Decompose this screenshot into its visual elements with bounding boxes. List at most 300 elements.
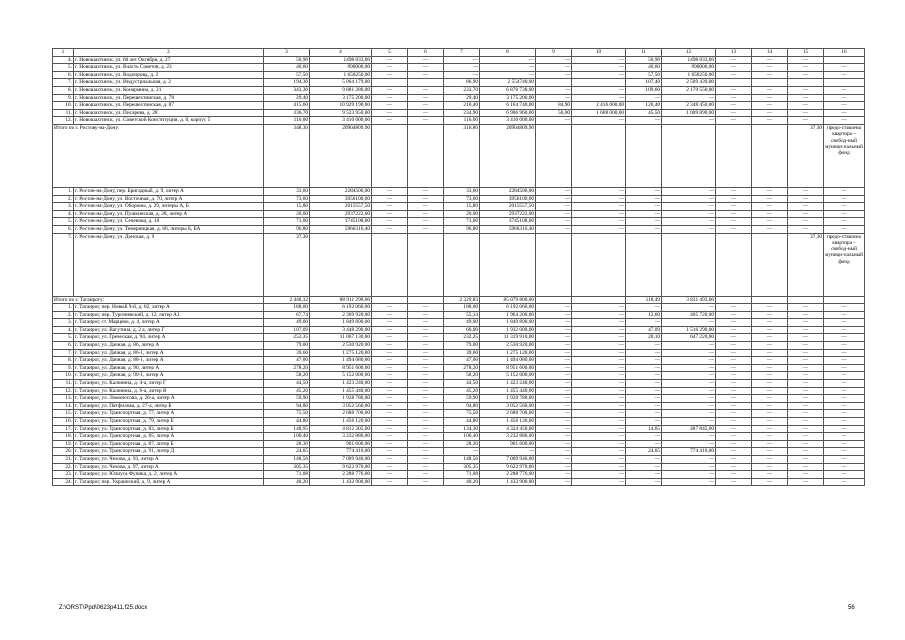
table-cell: — (408, 463, 444, 471)
table-cell: — (372, 349, 408, 357)
table-cell: — (480, 448, 536, 456)
table-cell: — (626, 195, 662, 203)
table-cell: 1 275 120,00 (310, 349, 372, 357)
table-cell: 990000,00 (310, 64, 372, 72)
table-cell: — (716, 402, 752, 410)
table-cell: 79,00 (444, 342, 480, 350)
table-cell: — (372, 478, 408, 486)
table-cell: — (626, 304, 662, 312)
table-cell: 12. (53, 387, 74, 395)
total-label: Итого по г. Таганрогу: (53, 296, 264, 304)
table-cell: 8. (53, 86, 74, 94)
table-cell: — (788, 471, 824, 479)
table-cell: — (626, 342, 662, 350)
table-cell: 2 688 700,00 (480, 410, 536, 418)
table-cell: — (752, 195, 788, 203)
table-cell: — (408, 372, 444, 380)
table-cell: — (824, 395, 865, 403)
table-cell: 234,90 (444, 109, 480, 117)
table-cell: — (626, 478, 662, 486)
table-cell: — (662, 349, 716, 357)
table-cell: 8. (53, 357, 74, 365)
table-cell: — (536, 357, 572, 365)
table-cell: 1 964 200,00 (480, 311, 536, 319)
table-cell: — (662, 380, 716, 388)
table-cell: — (662, 395, 716, 403)
table-cell: г. Новошахтинск, ул. Власть Советов, д. 23 (74, 64, 264, 72)
table-cell: — (788, 195, 824, 203)
table-cell: — (408, 471, 444, 479)
table-cell: — (662, 225, 716, 233)
table-cell (824, 79, 865, 87)
table-cell: — (824, 349, 865, 357)
total-sum: 20904809,90 (310, 124, 372, 187)
table-cell: — (572, 342, 626, 350)
table-cell: — (788, 71, 824, 79)
table-cell: 7. (53, 349, 74, 357)
table-cell: — (788, 56, 824, 64)
table-cell: — (408, 94, 444, 102)
table-cell: 37,30 (788, 233, 824, 296)
table-cell: — (572, 418, 626, 426)
table-cell: — (536, 56, 572, 64)
table-cell: 2 688 700,00 (310, 410, 372, 418)
table-cell: 1 849 890,00 (480, 319, 536, 327)
table-cell: — (408, 86, 444, 94)
table-cell: — (372, 334, 408, 342)
table-cell: — (572, 357, 626, 365)
table-cell: 1 456 120,00 (480, 418, 536, 426)
column-number-cell: 10 (572, 49, 626, 57)
table-cell: 2 530 920,00 (480, 342, 536, 350)
table-cell: 188,00 (444, 304, 480, 312)
table-cell (824, 56, 865, 64)
table-cell: — (788, 395, 824, 403)
table-row (53, 187, 865, 195)
table-cell: — (788, 364, 824, 372)
table-row (53, 326, 865, 334)
table-cell: — (752, 71, 788, 79)
table-cell: — (372, 380, 408, 388)
table-cell: 1 432 900,00 (480, 478, 536, 486)
table-row (53, 225, 865, 233)
table-cell (536, 233, 572, 296)
table-cell: — (662, 117, 716, 125)
table-cell: — (788, 387, 824, 395)
table-cell: — (572, 448, 626, 456)
table-cell: — (372, 187, 408, 195)
table-cell: — (824, 326, 865, 334)
table-cell: 2 369 920,00 (310, 311, 372, 319)
table-cell: 6. (53, 342, 74, 350)
table-cell: 47,00 (444, 357, 480, 365)
table-cell: 3745108,00 (310, 218, 372, 226)
table-cell: — (572, 349, 626, 357)
table-cell: — (788, 319, 824, 327)
table-cell: 2284506,00 (480, 187, 536, 195)
table-cell: — (372, 102, 408, 110)
table-cell (444, 233, 480, 296)
table-cell: — (824, 203, 865, 211)
table-cell: — (626, 187, 662, 195)
table-cell: 44,80 (264, 418, 310, 426)
table-cell: — (572, 187, 626, 195)
table-cell: — (572, 380, 626, 388)
table-cell: — (408, 455, 444, 463)
table-cell: 100,40 (444, 433, 480, 441)
table-cell: 44,50 (444, 380, 480, 388)
table-cell: г. Новошахтинск, ул. Писарева, д. 28 (74, 109, 264, 117)
table-cell: — (662, 418, 716, 426)
table-cell: — (716, 203, 752, 211)
table-cell: — (408, 418, 444, 426)
total-c15 (788, 296, 824, 304)
table-cell: г. Ростов-на-Дону, ул. Обороны, д. 29, литеры А, Б (74, 203, 264, 211)
table-cell: — (824, 357, 865, 365)
table-cell: — (536, 349, 572, 357)
table-cell: 3 232 880,00 (480, 433, 536, 441)
table-cell: г. Ростов-на-Дону, ул. Восточная, д. 70, литер А (74, 195, 264, 203)
table-cell: 96,80 (444, 225, 480, 233)
table-cell: — (662, 440, 716, 448)
table-cell: 487 845,00 (662, 425, 716, 433)
table-cell: — (662, 210, 716, 218)
table-cell: 7. (53, 79, 74, 87)
table-cell: — (372, 433, 408, 441)
table-cell: — (752, 448, 788, 456)
table-cell: 3. (53, 203, 74, 211)
table-cell: 4 324 450,00 (480, 425, 536, 433)
table-cell: — (536, 418, 572, 426)
table-row (53, 440, 865, 448)
table-cell: 59,90 (444, 395, 480, 403)
table-cell: — (372, 364, 408, 372)
table-cell: 11 319 910,00 (480, 334, 536, 342)
table-cell: — (716, 64, 752, 72)
total-c7: 2 329,83 (444, 296, 480, 304)
table-cell: — (752, 349, 788, 357)
table-cell: — (408, 210, 444, 218)
table-cell: 3745108,00 (480, 218, 536, 226)
table-cell: — (788, 326, 824, 334)
table-cell: 18. (53, 433, 74, 441)
table-cell (716, 79, 752, 87)
table-cell: — (752, 187, 788, 195)
table-cell: — (752, 418, 788, 426)
table-row (53, 372, 865, 380)
table-cell: г. Ростов-на-Дону, ул. Пушкинская, д. 28, литер А (74, 210, 264, 218)
table-cell: — (408, 425, 444, 433)
table-cell: 1 650250,00 (662, 71, 716, 79)
table-row (53, 395, 865, 403)
table-cell: — (372, 357, 408, 365)
table-cell: — (662, 94, 716, 102)
table-cell: 12. (53, 117, 74, 125)
table-cell: 6 192 060,00 (480, 304, 536, 312)
table-cell: — (752, 102, 788, 110)
table-cell: 40,20 (264, 478, 310, 486)
table-cell: — (716, 225, 752, 233)
table-cell: 2. (53, 195, 74, 203)
table-cell: 40,20 (444, 478, 480, 486)
table-cell: 305,35 (444, 463, 480, 471)
table-cell: — (372, 203, 408, 211)
table-cell: — (444, 56, 480, 64)
column-number-cell: 14 (752, 49, 788, 57)
table-cell: — (824, 86, 865, 94)
table-cell: 3 232 880,00 (310, 433, 372, 441)
table-cell: 5 064 179,00 (310, 79, 372, 87)
table-cell: — (408, 218, 444, 226)
table-cell: — (788, 109, 824, 117)
table-cell: 2015557,50 (480, 203, 536, 211)
table-cell: — (572, 471, 626, 479)
table-cell: — (716, 109, 752, 117)
table-row (53, 471, 865, 479)
table-cell: г. Таганрог, ул. Калинина, д. 6-а, литер В (74, 387, 264, 395)
table-cell: — (824, 71, 865, 79)
table-cell: — (752, 117, 788, 125)
table-cell: — (788, 311, 824, 319)
table-cell: — (716, 357, 752, 365)
table-cell: г. Ростов-на-Дону, ул. Темерницкая, д. 66, литеры Б, БА (74, 225, 264, 233)
table-cell: — (408, 187, 444, 195)
table-cell: — (626, 440, 662, 448)
table-row (53, 402, 865, 410)
table-cell: 2937222,00 (480, 210, 536, 218)
table-cell: г. Таганрог, ул. Пятфилова, д. 27-а, литер Б (74, 402, 264, 410)
table-cell: — (408, 448, 444, 456)
table-cell: — (716, 387, 752, 395)
table-cell: — (824, 342, 865, 350)
table-cell: — (372, 71, 408, 79)
table-cell: 278,20 (444, 364, 480, 372)
table-cell: 3 175 200,00 (310, 94, 372, 102)
table-cell: — (536, 86, 572, 94)
table-cell: — (716, 440, 752, 448)
table-cell: — (408, 109, 444, 117)
table-cell: — (716, 342, 752, 350)
table-cell: 990000,00 (662, 64, 716, 72)
table-cell: — (788, 372, 824, 380)
table-row (53, 410, 865, 418)
table-cell: — (824, 218, 865, 226)
table-cell: — (788, 117, 824, 125)
table-cell: 9 523 950,00 (310, 109, 372, 117)
table-cell: г. Таганрог, ул. Транспортная, д. 79, литер Е (74, 418, 264, 426)
table-cell: 45,20 (264, 387, 310, 395)
table-cell: — (536, 326, 572, 334)
table-cell: — (662, 187, 716, 195)
total-sum: 88 911 298,00 (310, 296, 372, 304)
table-cell: 232,25 (444, 334, 480, 342)
table-cell: — (626, 410, 662, 418)
table-cell: — (408, 410, 444, 418)
table-cell: — (572, 311, 626, 319)
table-cell: — (626, 117, 662, 125)
table-cell: 94,80 (444, 402, 480, 410)
table-cell: — (444, 448, 480, 456)
table-cell: 9. (53, 94, 74, 102)
table-cell: 24,05 (626, 448, 662, 456)
table-cell: — (536, 463, 572, 471)
table-cell: 20,00 (264, 210, 310, 218)
table-cell: — (572, 326, 626, 334)
table-cell: 1 423 240,00 (310, 380, 372, 388)
table-cell: 60,00 (444, 326, 480, 334)
table-cell: — (408, 334, 444, 342)
table-cell: 14. (53, 402, 74, 410)
table-cell: 4 812 305,00 (310, 425, 372, 433)
table-cell: — (572, 478, 626, 486)
table-cell: — (752, 311, 788, 319)
table-cell: г. Таганрог, ул. Юлиуса Фучика, д. 2, литер А (74, 471, 264, 479)
table-cell: — (572, 402, 626, 410)
table-cell: — (752, 342, 788, 350)
table-cell: — (536, 203, 572, 211)
table-cell: 5. (53, 64, 74, 72)
table-cell: — (788, 304, 824, 312)
table-cell: 5. (53, 218, 74, 226)
table-row (53, 102, 865, 110)
table-cell: 75,50 (264, 410, 310, 418)
table-cell: — (824, 463, 865, 471)
total-c12: 3 831 493,00 (662, 296, 716, 304)
table-cell: — (408, 440, 444, 448)
table-row (53, 71, 865, 79)
table-cell: — (662, 357, 716, 365)
table-cell: — (752, 387, 788, 395)
table-cell: г. Таганрог, ул. Калинина, д. 4-а, литер Г (74, 380, 264, 388)
table-cell: — (788, 463, 824, 471)
table-cell: — (408, 56, 444, 64)
table-cell: — (408, 195, 444, 203)
table-cell: — (716, 187, 752, 195)
table-cell: — (752, 402, 788, 410)
table-cell: — (716, 218, 752, 226)
table-cell: 2284506,00 (310, 187, 372, 195)
total-area: 348,30 (264, 124, 310, 187)
table-cell: — (824, 440, 865, 448)
table-cell: — (626, 319, 662, 327)
total-c12 (662, 124, 716, 187)
table-cell: — (824, 195, 865, 203)
table-cell: — (372, 372, 408, 380)
table-cell: 252,35 (264, 334, 310, 342)
table-cell: 109,60 (626, 86, 662, 94)
table-cell: 5 152 000,00 (310, 372, 372, 380)
table-cell: — (408, 326, 444, 334)
table-cell: 3. (53, 319, 74, 327)
table-cell: — (372, 319, 408, 327)
column-number-cell: 5 (372, 49, 408, 57)
table-cell: 71,00 (444, 218, 480, 226)
table-cell: 49,00 (444, 319, 480, 327)
total-row (53, 296, 865, 304)
table-cell: 148,95 (264, 425, 310, 433)
table-cell: 5. (53, 334, 74, 342)
table-cell: 1498 833,00 (662, 56, 716, 64)
table-cell (716, 124, 752, 187)
table-cell: — (788, 349, 824, 357)
table-cell: — (372, 402, 408, 410)
table-cell: 47,09 (626, 326, 662, 334)
table-cell: — (716, 304, 752, 312)
column-number-cell: 13 (716, 49, 752, 57)
table-cell: — (824, 471, 865, 479)
table-cell: — (752, 440, 788, 448)
table-row (53, 364, 865, 372)
table-cell (372, 124, 408, 187)
table-row (53, 86, 865, 94)
table-cell: — (626, 463, 662, 471)
table-cell (572, 233, 626, 296)
table-cell: — (752, 86, 788, 94)
table-cell: — (372, 342, 408, 350)
table-cell: — (536, 187, 572, 195)
table-cell: — (408, 102, 444, 110)
table-cell: — (536, 387, 572, 395)
table-cell: — (408, 342, 444, 350)
table-cell: 71,08 (264, 471, 310, 479)
table-cell: — (372, 225, 408, 233)
table-cell: — (536, 225, 572, 233)
table-cell: — (372, 448, 408, 456)
table-cell: — (408, 349, 444, 357)
table-cell: — (408, 203, 444, 211)
total-label: Итого по г. Ростову-на-Дону: (53, 124, 264, 187)
table-cell: — (536, 478, 572, 486)
table-cell: — (662, 218, 716, 226)
table-cell: — (824, 380, 865, 388)
table-cell: — (662, 471, 716, 479)
table-cell: — (824, 225, 865, 233)
table-cell: — (536, 304, 572, 312)
table-cell: — (752, 203, 788, 211)
total-area: 2 448,32 (264, 296, 310, 304)
table-cell: г. Новошахтинск, ул. Водопровд, д. 2 (74, 71, 264, 79)
table-cell: — (372, 109, 408, 117)
table-cell: — (824, 187, 865, 195)
table-cell: 3 052 560,00 (310, 402, 372, 410)
table-cell: — (626, 387, 662, 395)
table-cell: — (662, 478, 716, 486)
table-cell: 5 152 000,00 (480, 372, 536, 380)
total-c8: 20904809,90 (480, 124, 536, 187)
table-cell: — (788, 425, 824, 433)
table-cell: 37,30 (264, 233, 310, 296)
table-cell: г. Новошахтинск, ул. Индустриальная, д. 2 (74, 79, 264, 87)
table-cell: 11. (53, 380, 74, 388)
table-cell (536, 79, 572, 87)
table-cell: — (372, 218, 408, 226)
table-cell: — (408, 117, 444, 125)
table-cell: — (788, 402, 824, 410)
table-cell: 33,60 (444, 187, 480, 195)
table-cell: 148,56 (444, 455, 480, 463)
table-cell: 107,09 (264, 326, 310, 334)
table-cell: — (662, 319, 716, 327)
table-cell: 120,40 (626, 102, 662, 110)
table-cell: — (536, 311, 572, 319)
column-number-cell: 6 (408, 49, 444, 57)
table-cell: — (716, 448, 752, 456)
table-cell: — (626, 94, 662, 102)
table-cell: — (408, 225, 444, 233)
table-cell: 8 951 600,00 (310, 364, 372, 372)
table-cell: 100,40 (264, 433, 310, 441)
table-cell: — (536, 410, 572, 418)
